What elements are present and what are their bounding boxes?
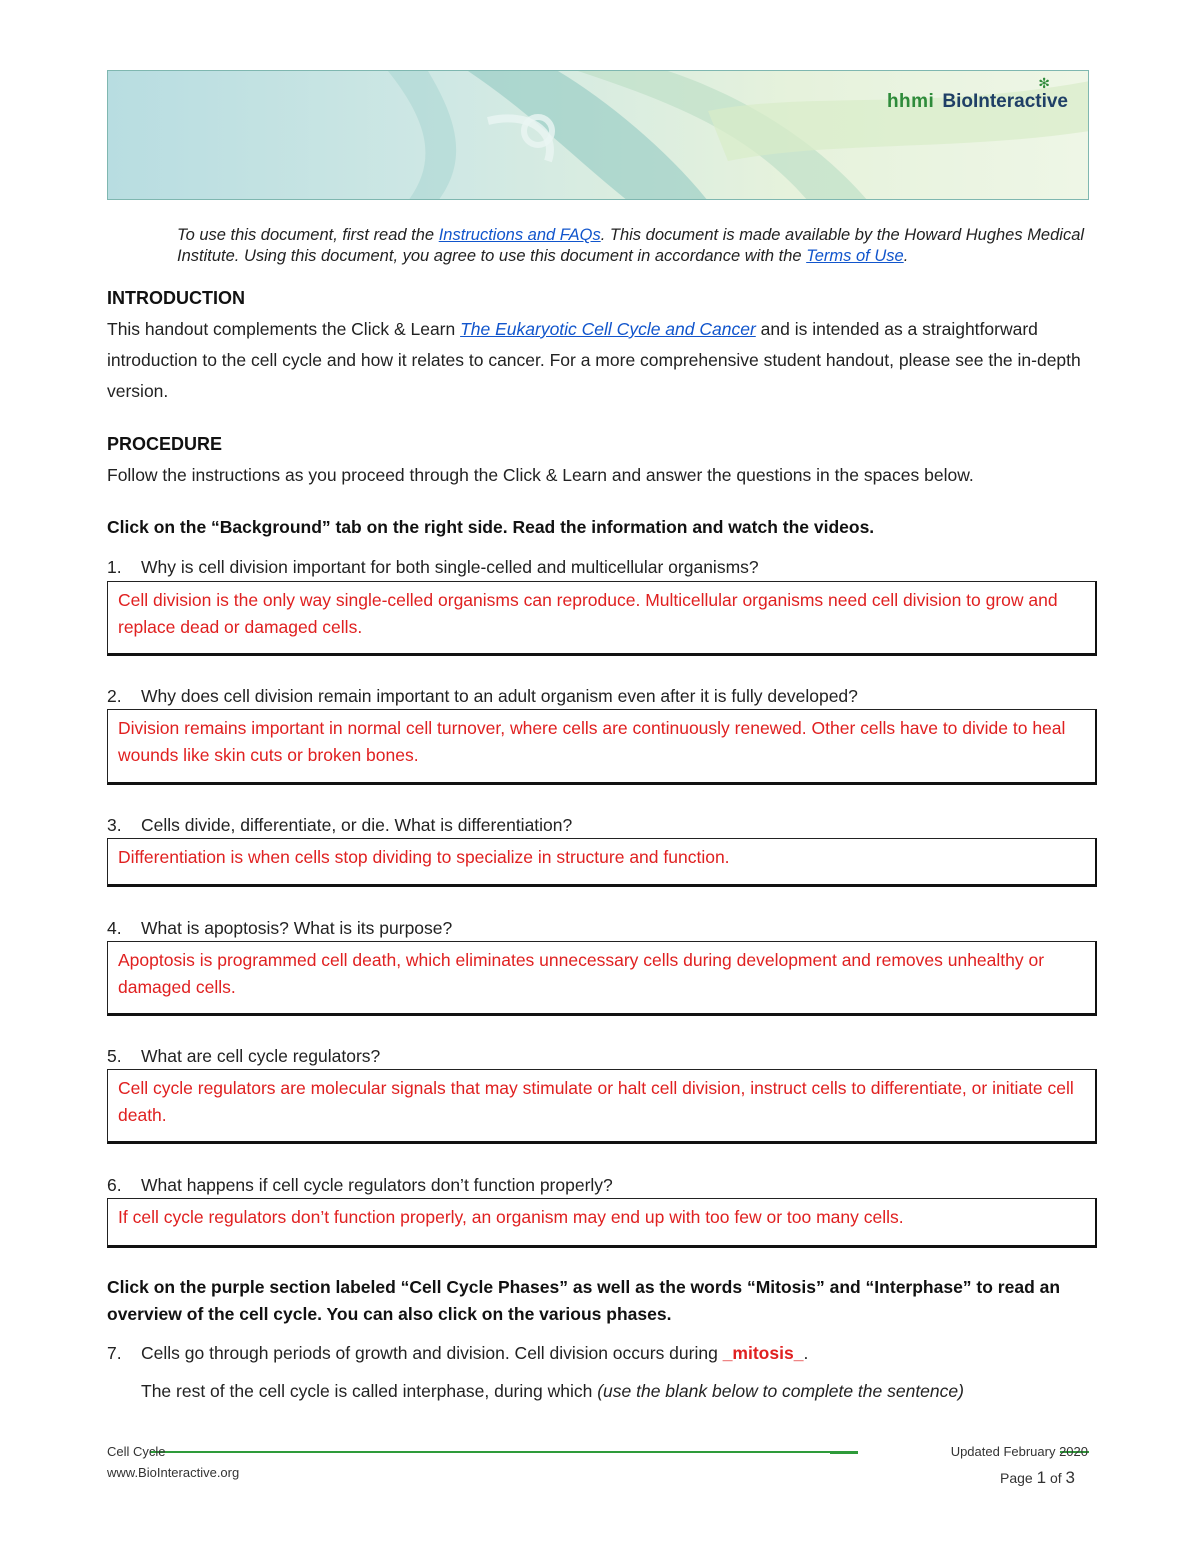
question-text-end: . [803, 1343, 809, 1363]
click-learn-link[interactable]: The Eukaryotic Cell Cycle and Cancer [460, 319, 756, 339]
answer-box-1[interactable]: Cell division is the only way single-celled organisms can reproduce. Multicellular organisms need cell division to grow and replace dead or damaged cells. [107, 581, 1097, 656]
section-cell-cycle-phases-instruction: Click on the purple section labeled “Cell Cycle Phases” as well as the words “Mitosis” and “Interphase” to read an overview of the cell cycle. You can also click on the various phases. [107, 1277, 1061, 1324]
logo-hhmi: hhmi [886, 91, 935, 112]
question-2 [107, 686, 858, 707]
question-text: Why does cell division remain important to an adult organism even after it is fully developed? [141, 686, 858, 706]
question-text: Why is cell division important for both single-celled and multicellular organisms? [141, 557, 759, 577]
question-text: Cells go through periods of growth and division. Cell division occurs during [141, 1343, 723, 1363]
question-1 [107, 557, 759, 578]
footer-page-number [1000, 1468, 1075, 1488]
answer-box-2[interactable]: Division remains important in normal cell turnover, where cells are continuously renewed. Other cells have to divide to heal wounds like skin cuts or broken bones. [107, 709, 1097, 785]
footer-divider [150, 1451, 830, 1453]
question-text: The rest of the cell cycle is called interphase, during which [141, 1381, 598, 1401]
terms-text-1: To use this document, first read the [177, 226, 439, 244]
answer-box-4[interactable]: Apoptosis is programmed cell death, which eliminates unnecessary cells during development and removes unhealthy or damaged cells. [107, 941, 1097, 1016]
answer-blank-mitosis[interactable]: _mitosis_ [722, 1343, 804, 1363]
terms-of-use-link[interactable]: Terms of Use [806, 247, 904, 265]
question-3 [107, 815, 572, 836]
answer-box-5[interactable]: Cell cycle regulators are molecular signals that may stimulate or halt cell division, instruct cells to differentiate, or initiate cell death. [107, 1069, 1097, 1144]
question-text: Cells divide, differentiate, or die. What is differentiation? [141, 815, 573, 835]
section-background-instruction: Click on the “Background” tab on the right side. Read the information and watch the videos. [107, 517, 875, 537]
page-total: 3 [1065, 1468, 1075, 1487]
question-text: What are cell cycle regulators? [141, 1046, 381, 1066]
terms-text-2: . This document is made available by the Howard Hughes Medical Institute. Using this document, you agree to use this document in accordance with the [177, 226, 1085, 265]
question-7-line-2 [141, 1381, 964, 1402]
question-7 [107, 1343, 808, 1364]
page-word: Page [1000, 1470, 1037, 1486]
question-number: 5. [107, 1046, 122, 1066]
page-current: 1 [1036, 1468, 1047, 1487]
answer-box-6[interactable]: If cell cycle regulators don’t function properly, an organism may end up with too few or too many cells. [107, 1198, 1097, 1248]
footer-divider-accent [830, 1451, 858, 1454]
question-number: 6. [107, 1175, 122, 1195]
procedure-heading: PROCEDURE [107, 434, 223, 454]
question-number: 7. [107, 1343, 122, 1363]
header-banner [107, 70, 1089, 200]
question-text: What happens if cell cycle regulators don’t function properly? [141, 1175, 613, 1195]
intro-text-2: and is intended as a straightforward introduction to the cell cycle and how it relates to cancer. For a more comprehensive student handout, please see the in-depth version. [107, 319, 1081, 401]
logo-biointeractive: BioInteractive [942, 91, 1068, 112]
procedure-text: Follow the instructions as you proceed through the Click & Learn and answer the questions in the spaces below. [107, 465, 974, 485]
question-6 [107, 1175, 613, 1196]
lizard-icon: ✻ [1038, 75, 1050, 91]
introduction-heading: INTRODUCTION [107, 288, 245, 308]
footer-updated-date: Updated February 2020 [950, 1444, 1088, 1459]
question-number: 4. [107, 918, 122, 938]
question-text: What is apoptosis? What is its purpose? [141, 918, 453, 938]
question-4 [107, 918, 452, 939]
terms-text-3: . [903, 247, 909, 265]
introduction-text [107, 314, 1092, 407]
instructions-faqs-link[interactable]: Instructions and FAQs [438, 226, 601, 244]
page-of: of [1046, 1470, 1066, 1486]
answer-box-3[interactable]: Differentiation is when cells stop dividing to specialize in structure and function. [107, 838, 1097, 887]
intro-text-1: This handout complements the Click & Learn [107, 319, 461, 339]
question-number: 2. [107, 686, 122, 706]
question-hint: (use the blank below to complete the sentence) [597, 1381, 964, 1401]
footer-title: Cell Cycle [107, 1444, 166, 1459]
footer-website[interactable]: www.BioInteractive.org [107, 1465, 240, 1480]
question-number: 1. [107, 557, 122, 577]
question-5 [107, 1046, 380, 1067]
question-number: 3. [107, 815, 122, 835]
hhmi-biointeractive-logo [886, 75, 1068, 113]
terms-notice [177, 225, 1097, 267]
